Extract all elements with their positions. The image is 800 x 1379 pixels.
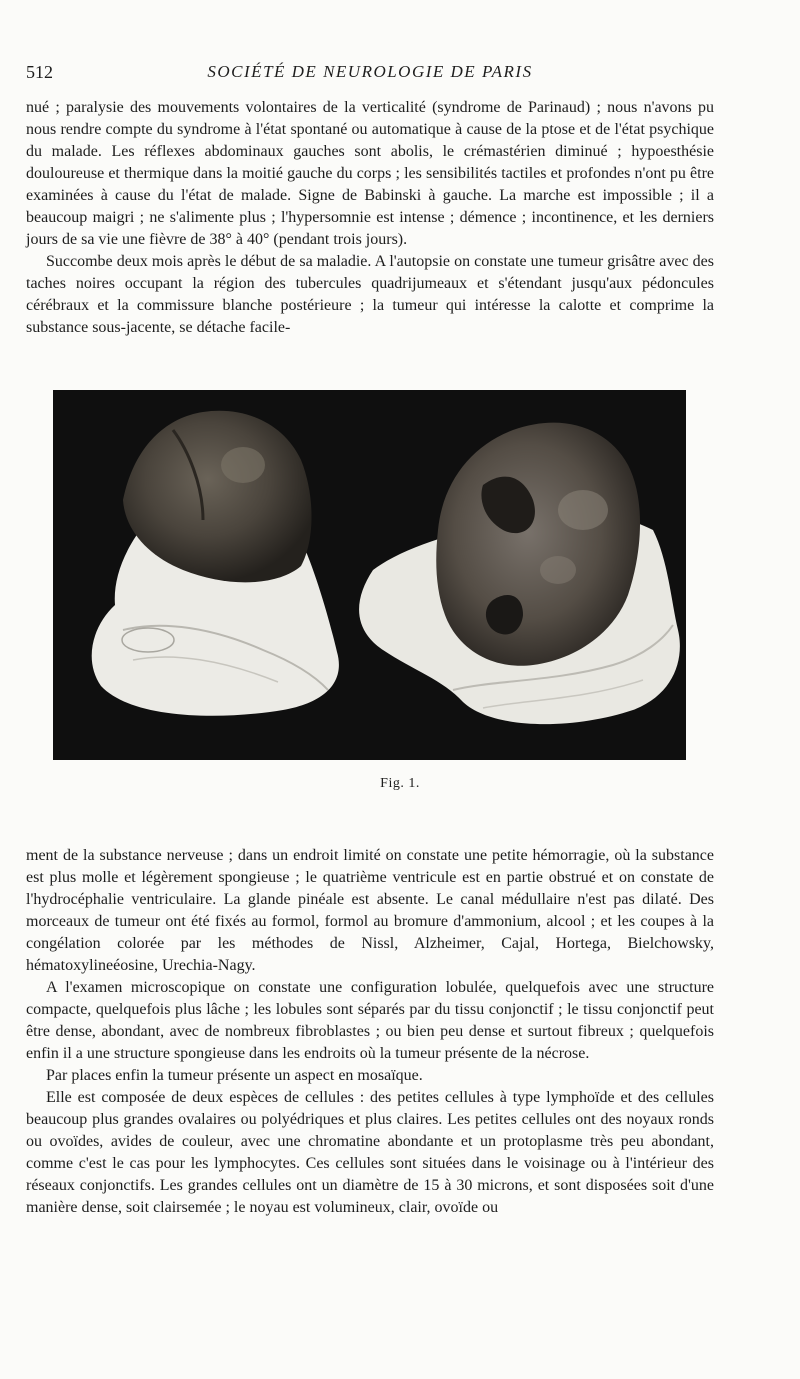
paragraph: Elle est composée de deux espèces de cellules : des petites cellules à type lymphoïde et des cellules beaucoup plus grandes ovalaires ou polyédriques et plus claires. Les petites cellules ont des noyaux ronds ou ovoïdes, avides de couleur, avec une chromatine abondante et un protoplasme très peu abondant, comme c'est le cas pour les lymphocytes. Ces cellules sont situées dans le voisinage ou à l'intérieur des réseaux conjonctifs. Les grandes cellules ont un diamètre de 15 à 30 microns, et sont disposées soit d'une manière dense, soit clairsemée ; le noyau est volumineux, clair, ovoïde ou: [26, 1089, 714, 1216]
paragraph: nué ; paralysie des mouvements volontaires de la verticalité (syndrome de Parinaud) ; nous n'avons pu nous rendre compte du syndrome à l'état spontané ou automatique à cause de la ptose et de l'état psychique du malade. Les réflexes abdominaux gauches sont abolis, le crémastérien diminué ; hypoesthésie douloureuse et thermique dans la moitié gauche du corps ; les sensibilités tactiles et profondes n'ont pu être examinées à cause du l'état de malade. Signe de Babinski à gauche. La marche est impossible ; il a beaucoup maigri ; ne s'alimente plus ; l'hypersomnie est intense ; démence ; incontinence, et les derniers jours de sa vie une fièvre de 38° à 40° (pendant trois jours).: [26, 99, 714, 248]
specimen-photograph: [53, 390, 686, 760]
specimen-photograph-image: [53, 390, 686, 760]
running-title: SOCIÉTÉ DE NEUROLOGIE DE PARIS: [207, 62, 533, 81]
body-text-bottom: [26, 845, 714, 1219]
figure-caption: Fig. 1.: [380, 776, 420, 791]
page-number: 512: [26, 62, 53, 82]
paragraph: A l'examen microscopique on constate une configuration lobulée, quelquefois avec une structure compacte, quelquefois plus lâche ; les lobules sont séparés par du tissu conjonctif ; le tissu conjonctif peut être dense, abondant, avec de nombreux fibroblastes ; ou bien peu dense et surtout fibreux ; quelquefois enfin il a une structure spongieuse dans les endroits où la tumeur présente de la nécrose.: [26, 979, 714, 1062]
paragraph: Succombe deux mois après le début de sa maladie. A l'autopsie on constate une tumeur grisâtre avec des taches noires occupant la région des tubercules quadrijumeaux et s'étendant jusqu'aux pédoncules cérébraux et la commissure blanche postérieure ; la tumeur qui intéresse la calotte et comprime la substance sous-jacente, se détache facile-: [26, 253, 714, 336]
page-header: [26, 60, 714, 86]
body-text-top: [26, 97, 714, 339]
paragraph: ment de la substance nerveuse ; dans un endroit limité on constate une petite hémorragie, où la substance est plus molle et légèrement spongieuse ; le quatrième ventricule est en partie obstrué et on constate de l'hydrocéphalie ventriculaire. La glande pinéale est absente. Le canal médullaire n'est pas dilaté. Des morceaux de tumeur ont été fixés au formol, formol au bromure d'ammonium, alcool ; et les coupes à la congélation colorée par les méthodes de Nissl, Alzheimer, Cajal, Hortega, Bielchowsky, hématoxylineéosine, Urechia-Nagy.: [26, 847, 714, 974]
paragraph: Par places enfin la tumeur présente un aspect en mosaïque.: [46, 1067, 423, 1084]
